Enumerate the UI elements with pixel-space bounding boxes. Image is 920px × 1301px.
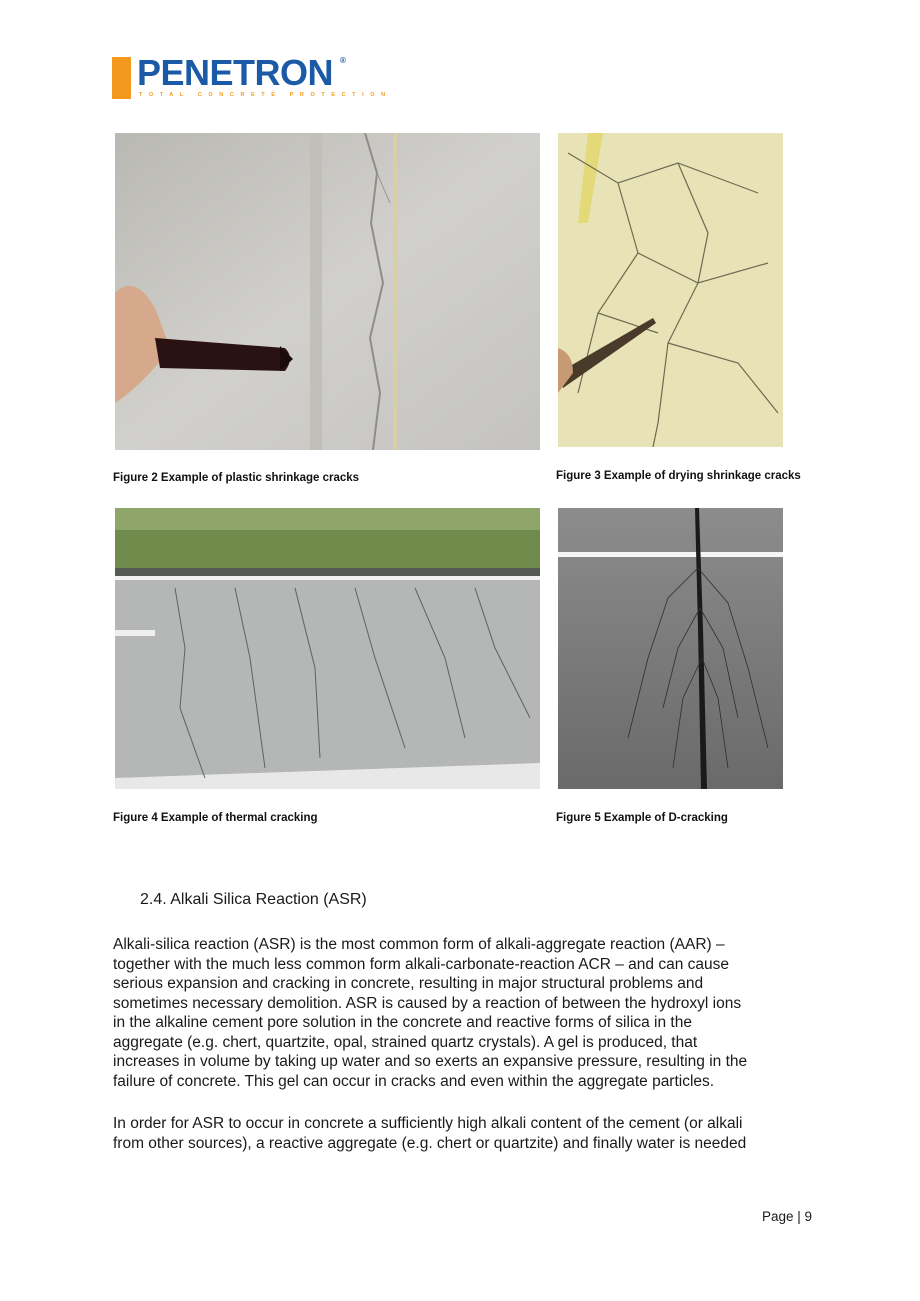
paragraph-asr-conditions <box>113 1114 813 1153</box>
text-line: In order for ASR to occur in concrete a sufficiently high alkali content of the cement (or alkali <box>113 1115 743 1132</box>
section-heading: 2.4. Alkali Silica Reaction (ASR) <box>140 891 367 908</box>
logo-registered-mark: ® <box>340 56 346 65</box>
figure-2-caption: Figure 2 Example of plastic shrinkage cracks <box>113 472 360 484</box>
figure-3-photo <box>558 133 783 447</box>
text-line: aggregate (e.g. chert, quartzite, opal, strained quartz crystals). A gel is produced, that <box>113 1033 698 1051</box>
page-number: Page | 9 <box>761 1209 812 1224</box>
text-line: failure of concrete. This gel can occur in cracks and even within the aggregate particles. <box>113 1072 715 1090</box>
penetron-logo <box>112 52 392 101</box>
text-line: increases in volume by taking up water and so exerts an expansive pressure, resulting in the <box>113 1053 748 1070</box>
text-line: sometimes necessary demolition. ASR is caused by a reaction of between the hydroxyl ions <box>113 994 742 1012</box>
figure-4-photo <box>115 508 540 789</box>
paragraph-asr-description <box>113 935 813 1091</box>
text-line: in the alkaline cement pore solution in the concrete and reactive forms of silica in the <box>113 1014 692 1031</box>
text-line: together with the much less common form alkali-carbonate-reaction ACR – and can cause <box>113 955 729 973</box>
text-line: serious expansion and cracking in concrete, resulting in major structural problems and <box>113 975 704 992</box>
figure-5-photo <box>558 508 783 789</box>
figure-3-caption: Figure 3 Example of drying shrinkage cracks <box>556 470 801 482</box>
text-line: from other sources), a reactive aggregate (e.g. chert or quartzite) and finally water is needed <box>113 1134 747 1152</box>
figure-2-photo <box>115 133 540 450</box>
figure-5-caption: Figure 5 Example of D-cracking <box>556 812 728 824</box>
figure-4-caption: Figure 4 Example of thermal cracking <box>113 812 318 824</box>
text-line: Alkali-silica reaction (ASR) is the most common form of alkali-aggregate reaction (AAR) – <box>113 936 725 953</box>
logo-wordmark: PENETRON <box>137 52 334 93</box>
logo-orange-bar <box>112 57 131 99</box>
logo-tagline: TOTAL CONCRETE PROTECTION <box>139 92 392 98</box>
